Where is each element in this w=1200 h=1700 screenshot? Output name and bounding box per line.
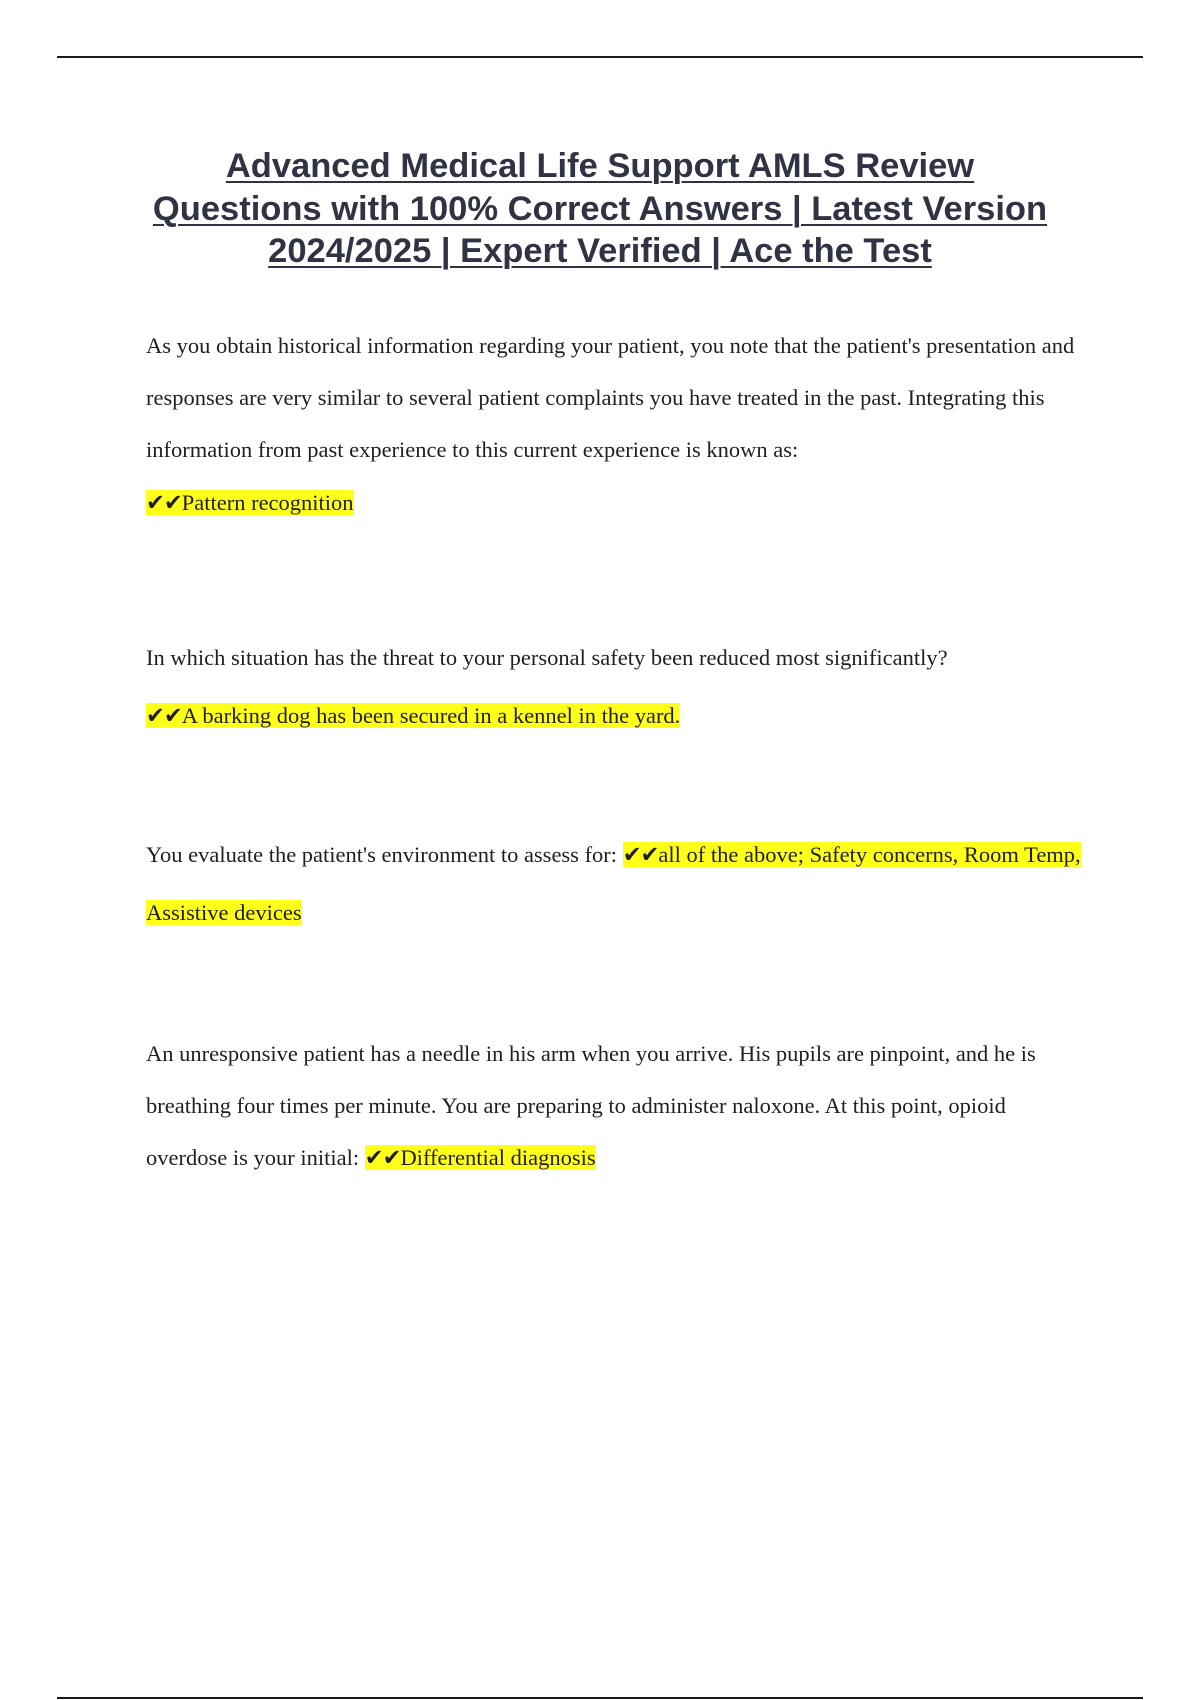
answer-text: all of the above; Safety concerns, Room Temp, Assistive devices: [146, 842, 1081, 925]
answer-highlight: [365, 1145, 596, 1170]
question-text: You evaluate the patient's environment to assess for:: [146, 842, 618, 867]
question-text: An unresponsive patient has a needle in his arm when you arrive. His pupils are pinpoint, and he is breathing four times per minute. You are preparing to administer naloxone. At this point, opioid overdose is your initial:: [146, 1041, 1036, 1170]
question-text: In which situation has the threat to your personal safety been reduced most significantly?: [146, 645, 948, 670]
question-block-2: [146, 629, 1086, 745]
answer-highlight: [146, 703, 680, 728]
document-title: Advanced Medical Life Support AMLS Review Questions with 100% Correct Answers | Latest Version 2024/2025 | Expert Verified | Ace the Test: [152, 147, 1048, 270]
answer-text: A barking dog has been secured in a kennel in the yard.: [181, 703, 681, 728]
check-marks-icon: ✔✔: [146, 490, 182, 515]
check-marks-icon: ✔✔: [146, 703, 182, 728]
bottom-rule: [57, 1697, 1143, 1699]
question-block-3: [146, 826, 1086, 942]
check-marks-icon: ✔✔: [364, 1145, 401, 1170]
top-rule: [57, 56, 1143, 58]
answer-text: Pattern recognition: [181, 490, 354, 515]
answer-highlight: [146, 490, 354, 515]
question-block-4: [146, 1028, 1086, 1184]
question-block-1: [146, 320, 1086, 529]
answer-text: Differential diagnosis: [400, 1145, 596, 1170]
question-text: As you obtain historical information regarding your patient, you note that the patient's presentation and responses are very similar to several patient complaints you have treated in the past. Integrating this information from past experience to this current experience is known as:: [146, 333, 1075, 462]
check-marks-icon: ✔✔: [622, 842, 659, 867]
